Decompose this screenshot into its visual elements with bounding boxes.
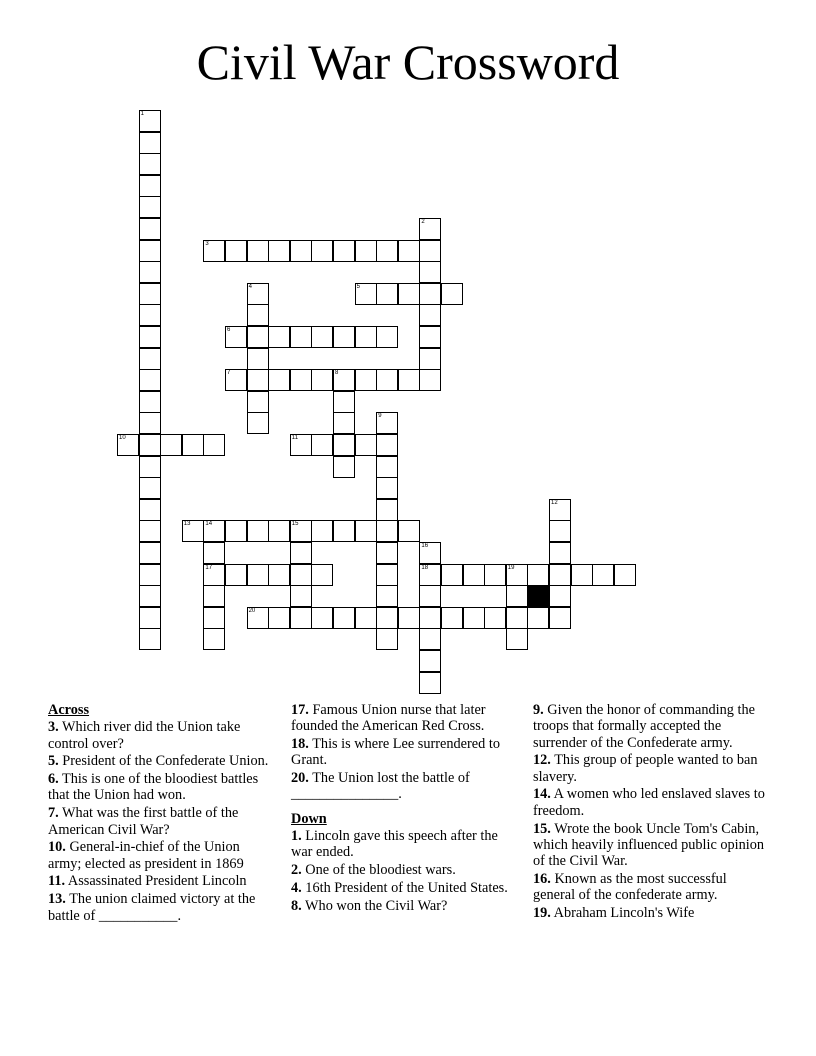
- grid-cell[interactable]: [311, 369, 333, 391]
- grid-cell[interactable]: [247, 564, 269, 586]
- grid-cell[interactable]: [527, 607, 549, 629]
- grid-cell[interactable]: [376, 369, 398, 391]
- grid-cell[interactable]: [333, 456, 355, 478]
- grid-cell[interactable]: [419, 650, 441, 672]
- grid-cell[interactable]: [419, 218, 441, 240]
- grid-cell[interactable]: [333, 369, 355, 391]
- cell-number: 10: [119, 435, 126, 441]
- clue-text: 16th President of the United States.: [301, 879, 508, 896]
- cell-number: 9: [378, 413, 382, 420]
- grid-cell[interactable]: [419, 585, 441, 607]
- grid-cell[interactable]: [376, 283, 398, 305]
- grid-cell[interactable]: [376, 607, 398, 629]
- clue-item: [291, 828, 519, 861]
- clue-number: 1.: [291, 828, 302, 845]
- grid-cell[interactable]: [203, 434, 225, 456]
- grid-cell[interactable]: [203, 542, 225, 564]
- clue-text: President of the Confederate Union.: [58, 753, 269, 770]
- grid-cell[interactable]: [247, 369, 269, 391]
- grid-cell[interactable]: [225, 520, 247, 542]
- grid-cell[interactable]: [419, 283, 441, 305]
- clue-text: Who won the Civil War?: [301, 897, 448, 914]
- grid-cell[interactable]: [117, 434, 139, 456]
- grid-cell[interactable]: [247, 391, 269, 413]
- clue-number: 14.: [533, 786, 551, 803]
- grid-cell[interactable]: [139, 456, 161, 478]
- grid-cell[interactable]: [419, 607, 441, 629]
- clue-text: One of the bloodiest wars.: [301, 862, 456, 879]
- grid-cell[interactable]: [290, 564, 312, 586]
- grid-cell[interactable]: [139, 261, 161, 283]
- grid-cell[interactable]: [311, 326, 333, 348]
- clue-item: [48, 873, 276, 889]
- cell-number: 7: [227, 370, 231, 377]
- grid-cell[interactable]: [139, 542, 161, 564]
- grid-cell[interactable]: [290, 240, 312, 262]
- clue-text: Abraham Lincoln's Wife: [550, 905, 695, 922]
- clue-text: This is where Lee surrendered to Grant.: [291, 736, 500, 769]
- grid-cell[interactable]: [376, 499, 398, 521]
- clue-item: [533, 786, 768, 819]
- grid-cell[interactable]: [376, 412, 398, 434]
- cell-number: 13: [183, 521, 191, 528]
- grid-cell[interactable]: [398, 240, 420, 262]
- clue-number: 19.: [533, 905, 551, 922]
- grid-cell[interactable]: [549, 499, 571, 521]
- grid-cell[interactable]: [139, 564, 161, 586]
- cell-number: 8: [335, 370, 339, 377]
- grid-cell[interactable]: [290, 607, 312, 629]
- grid-cell[interactable]: [355, 520, 377, 542]
- grid-cell[interactable]: [484, 607, 506, 629]
- grid-cell[interactable]: [203, 564, 225, 586]
- grid-cell[interactable]: [139, 369, 161, 391]
- clue-text: Given the honor of commanding the troops that formally accepted the surrender of the Confederate army.: [533, 702, 755, 751]
- grid-cell[interactable]: [592, 564, 614, 586]
- clue-text: Known as the most successful general of the confederate army.: [533, 870, 727, 904]
- clue-item: [291, 880, 519, 896]
- clue-number: 12.: [533, 752, 551, 769]
- clue-number: 2.: [291, 862, 302, 879]
- grid-cell[interactable]: [527, 564, 549, 586]
- clue-number: 8.: [291, 897, 302, 914]
- clue-text: A women who led enslaved slaves to freedom.: [533, 786, 765, 819]
- grid-cell[interactable]: [376, 240, 398, 262]
- clue-number: 17.: [291, 702, 309, 718]
- clue-item: [291, 862, 519, 878]
- clue-item: [533, 702, 768, 751]
- grid-cell[interactable]: [247, 520, 269, 542]
- grid-cell[interactable]: [376, 542, 398, 564]
- clue-item: [533, 871, 768, 904]
- grid-cell[interactable]: [441, 607, 463, 629]
- grid-cell[interactable]: [506, 607, 528, 629]
- cell-number: 19: [507, 564, 515, 571]
- clue-item: [48, 753, 276, 769]
- clue-item: [533, 821, 768, 870]
- cell-number: 16: [421, 543, 429, 549]
- grid-cell[interactable]: [376, 434, 398, 456]
- clue-number: 13.: [48, 891, 66, 908]
- cell-number: 18: [421, 564, 429, 571]
- grid-cell[interactable]: [139, 218, 161, 240]
- grid-cell[interactable]: [333, 520, 355, 542]
- grid-cell[interactable]: [549, 520, 571, 542]
- grid-cell[interactable]: [419, 348, 441, 370]
- grid-cell[interactable]: [549, 607, 571, 629]
- clue-text: The union claimed victory at the battle of ___________.: [48, 891, 256, 924]
- grid-cell[interactable]: [268, 369, 290, 391]
- grid-cell[interactable]: [247, 283, 269, 305]
- grid-cell[interactable]: [376, 585, 398, 607]
- clue-list: [291, 828, 519, 914]
- grid-cell[interactable]: [139, 110, 161, 132]
- clue-text: This is one of the bloodiest battles that the Union had won.: [48, 771, 259, 804]
- grid-cell[interactable]: [139, 391, 161, 413]
- grid-cell[interactable]: [376, 456, 398, 478]
- grid-cell[interactable]: [614, 564, 636, 586]
- grid-cell[interactable]: [139, 304, 161, 326]
- grid-cell[interactable]: [139, 175, 161, 197]
- grid-cell[interactable]: [247, 304, 269, 326]
- grid-cell[interactable]: [290, 585, 312, 607]
- grid-cell[interactable]: [247, 326, 269, 348]
- grid-cell[interactable]: [333, 391, 355, 413]
- grid-cell[interactable]: [419, 369, 441, 391]
- grid-cell[interactable]: [268, 564, 290, 586]
- cell-number: 5: [356, 283, 360, 290]
- grid-cell[interactable]: [463, 607, 485, 629]
- grid-cell[interactable]: [419, 261, 441, 283]
- grid-cell[interactable]: [225, 564, 247, 586]
- grid-cell[interactable]: [203, 607, 225, 629]
- clue-item: [48, 805, 276, 838]
- cell-number: 3: [205, 240, 209, 247]
- grid-cell[interactable]: [139, 477, 161, 499]
- grid-cell[interactable]: [225, 369, 247, 391]
- grid-cell[interactable]: [549, 564, 571, 586]
- down-heading: Down: [291, 810, 327, 827]
- grid-cell[interactable]: [182, 520, 204, 542]
- clue-number: 16.: [533, 870, 551, 887]
- grid-cell[interactable]: [419, 304, 441, 326]
- grid-cell[interactable]: [376, 564, 398, 586]
- grid-cell[interactable]: [139, 132, 161, 154]
- clue-item: [533, 752, 768, 785]
- grid-cell[interactable]: [160, 434, 182, 456]
- grid-cell[interactable]: [203, 628, 225, 650]
- cell-number: 4: [248, 283, 252, 290]
- grid-cell[interactable]: [290, 326, 312, 348]
- grid-cell[interactable]: [549, 585, 571, 607]
- grid-cell[interactable]: [290, 542, 312, 564]
- clue-item: [533, 905, 768, 921]
- clues-column-1: [48, 702, 276, 925]
- clue-number: 15.: [533, 820, 551, 837]
- clue-text: Wrote the book Uncle Tom's Cabin, which heavily influenced public opinion of the Civil War.: [533, 820, 765, 870]
- clue-text: Assassinated President Lincoln: [65, 873, 247, 890]
- clue-list: [48, 719, 276, 924]
- grid-cell[interactable]: [398, 283, 420, 305]
- clues-column-2: [291, 702, 519, 916]
- grid-cell[interactable]: [290, 369, 312, 391]
- clue-item: [48, 719, 276, 752]
- grid-cell[interactable]: [290, 520, 312, 542]
- clue-number: 6.: [48, 771, 59, 788]
- grid-cell[interactable]: [247, 607, 269, 629]
- grid-cell[interactable]: [139, 412, 161, 434]
- grid-cell[interactable]: [225, 326, 247, 348]
- grid-cell[interactable]: [225, 240, 247, 262]
- clue-item: [291, 736, 519, 769]
- clues-column-3: [533, 702, 768, 923]
- clue-item: [291, 702, 519, 735]
- grid-cell[interactable]: [311, 607, 333, 629]
- grid-cell[interactable]: [139, 283, 161, 305]
- clue-text: What was the first battle of the American Civil War?: [48, 805, 239, 838]
- grid-cell[interactable]: [398, 369, 420, 391]
- clue-item: [48, 839, 276, 872]
- grid-cell[interactable]: [506, 564, 528, 586]
- grid-cell[interactable]: [419, 240, 441, 262]
- page-title: Civil War Crossword: [196, 34, 620, 90]
- cell-number: 11: [291, 435, 299, 441]
- grid-cell[interactable]: [376, 326, 398, 348]
- clue-item: [48, 891, 276, 924]
- cell-number: 17: [205, 564, 213, 571]
- grid-cell[interactable]: [355, 434, 377, 456]
- grid-cell[interactable]: [139, 196, 161, 218]
- grid-cell[interactable]: [247, 240, 269, 262]
- clue-number: 5.: [48, 753, 59, 770]
- grid-cell[interactable]: [571, 564, 593, 586]
- grid-cell[interactable]: [441, 564, 463, 586]
- grid-cell[interactable]: [333, 326, 355, 348]
- grid-cell[interactable]: [182, 434, 204, 456]
- grid-cell[interactable]: [203, 240, 225, 262]
- grid-cell[interactable]: [355, 326, 377, 348]
- clue-text: The Union lost the battle of _______________.: [291, 770, 470, 803]
- grid-cell[interactable]: [268, 240, 290, 262]
- grid-cell[interactable]: [139, 326, 161, 348]
- grid-cell[interactable]: [506, 585, 528, 607]
- cell-number: 6: [227, 327, 231, 333]
- clue-item: [291, 898, 519, 914]
- grid-cell[interactable]: [441, 283, 463, 305]
- cell-number: 20: [248, 607, 256, 614]
- clue-number: 4.: [291, 879, 302, 896]
- grid-cell[interactable]: [398, 607, 420, 629]
- clue-number: 18.: [291, 736, 309, 753]
- grid-cell[interactable]: [290, 434, 312, 456]
- blocked-cell: [527, 585, 549, 607]
- grid-cell[interactable]: [376, 520, 398, 542]
- grid-cell[interactable]: [203, 520, 225, 542]
- grid-cell[interactable]: [268, 607, 290, 629]
- clue-text: Famous Union nurse that later founded the American Red Cross.: [291, 702, 486, 735]
- grid-cell[interactable]: [203, 585, 225, 607]
- cell-number: 2: [421, 219, 425, 225]
- grid-cell[interactable]: [139, 153, 161, 175]
- grid-cell[interactable]: [139, 520, 161, 542]
- grid-cell[interactable]: [139, 607, 161, 629]
- clue-number: 11.: [48, 873, 66, 890]
- grid-cell[interactable]: [247, 412, 269, 434]
- grid-cell[interactable]: [139, 240, 161, 262]
- clue-text: General-in-chief of the Union army; elected as president in 1869: [48, 839, 244, 872]
- clue-list: [291, 702, 519, 803]
- grid-cell[interactable]: [333, 240, 355, 262]
- grid-cell[interactable]: [376, 628, 398, 650]
- grid-cell[interactable]: [419, 542, 441, 564]
- grid-cell[interactable]: [376, 477, 398, 499]
- clue-number: 7.: [48, 805, 59, 822]
- grid-cell[interactable]: [139, 348, 161, 370]
- grid-cell[interactable]: [355, 283, 377, 305]
- across-heading: Across: [48, 702, 90, 718]
- grid-cell[interactable]: [506, 628, 528, 650]
- clue-number: 9.: [533, 702, 544, 718]
- grid-cell[interactable]: [139, 499, 161, 521]
- clue-number: 10.: [48, 839, 66, 856]
- clue-item: [291, 770, 519, 803]
- grid-cell[interactable]: [355, 240, 377, 262]
- clue-text: This group of people wanted to ban slavery.: [533, 752, 758, 785]
- grid-cell[interactable]: [268, 326, 290, 348]
- grid-cell[interactable]: [268, 520, 290, 542]
- grid-cell[interactable]: [549, 542, 571, 564]
- grid-cell[interactable]: [355, 369, 377, 391]
- grid-cell[interactable]: [311, 520, 333, 542]
- grid-cell[interactable]: [139, 628, 161, 650]
- grid-cell[interactable]: [484, 564, 506, 586]
- grid-cell[interactable]: [311, 240, 333, 262]
- grid-cell[interactable]: [463, 564, 485, 586]
- grid-cell[interactable]: [333, 434, 355, 456]
- grid-cell[interactable]: [419, 628, 441, 650]
- cell-number: 15: [291, 521, 299, 528]
- grid-cell[interactable]: [311, 564, 333, 586]
- grid-cell[interactable]: [311, 434, 333, 456]
- grid-cell[interactable]: [139, 585, 161, 607]
- grid-cell[interactable]: [419, 564, 441, 586]
- clue-number: 20.: [291, 770, 309, 787]
- clue-text: Lincoln gave this speech after the war ended.: [291, 828, 498, 861]
- clue-text: Which river did the Union take control over?: [48, 719, 241, 752]
- cell-number: 12: [551, 499, 558, 506]
- grid-cell[interactable]: [333, 412, 355, 434]
- clue-item: [48, 771, 276, 804]
- cell-number: 14: [205, 521, 213, 528]
- grid-cell[interactable]: [139, 434, 161, 456]
- grid-cell[interactable]: [247, 348, 269, 370]
- grid-cell[interactable]: [419, 672, 441, 694]
- grid-cell[interactable]: [419, 326, 441, 348]
- grid-cell[interactable]: [355, 607, 377, 629]
- clue-list: [533, 702, 768, 921]
- grid-cell[interactable]: [398, 520, 420, 542]
- grid-cell[interactable]: [333, 607, 355, 629]
- cell-number: 1: [140, 111, 144, 117]
- clue-number: 3.: [48, 719, 59, 736]
